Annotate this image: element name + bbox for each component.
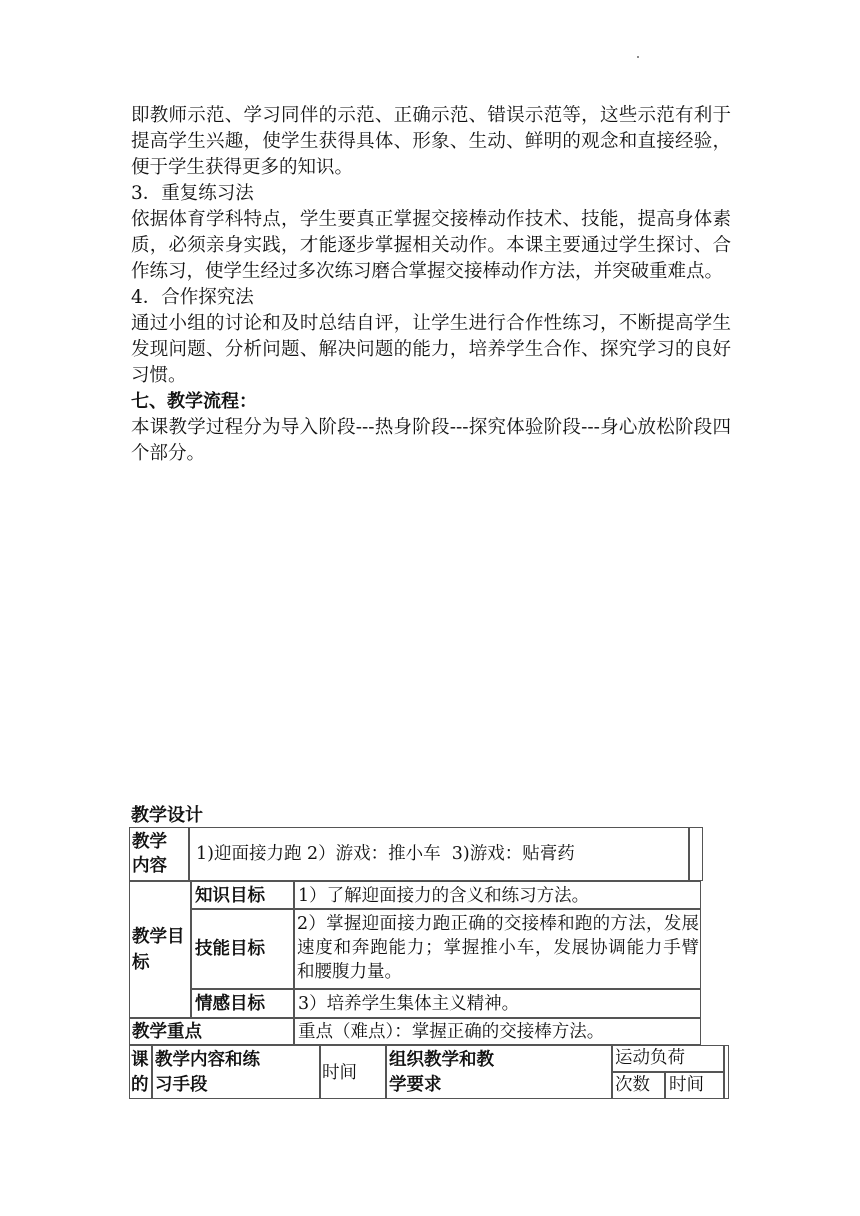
heading-cooperative-inquiry: 4．合作探究法 (131, 287, 254, 308)
content-value-cell (189, 827, 689, 881)
col-load-label: 运动负荷 (615, 1048, 685, 1068)
col-ke-label: 课的 (131, 1050, 149, 1095)
heading-teaching-process: 七、教学流程： (131, 391, 257, 412)
knowledge-value: 1）了解迎面接力的含义和练习方法。 (298, 886, 590, 906)
col-edge-cell (724, 1045, 729, 1099)
emotion-value-cell (294, 989, 701, 1018)
content-label-cell (129, 827, 189, 881)
focus-label-cell (129, 1018, 294, 1045)
col-org-cell (386, 1045, 612, 1099)
skill-label: 技能目标 (195, 939, 265, 959)
goals-label-cell (129, 881, 191, 1018)
col-time2-cell (665, 1072, 724, 1099)
col-content-cell (152, 1045, 320, 1099)
knowledge-label-cell (191, 881, 294, 909)
col-time2-label: 时间 (669, 1075, 704, 1095)
emotion-value: 3）培养学生集体主义精神。 (298, 994, 520, 1014)
focus-value: 重点（难点）：掌握正确的交接棒方法。 (298, 1022, 605, 1042)
paragraph-cooperative-inquiry: 通过小组的讨论和及时总结自评，让学生进行合作性练习，不断提高学生发现问题、分析问题、解决问题的能力，培养学生合作、探究学习的良好习惯。 (131, 313, 731, 386)
col-org-label: 组织教学和教学要求 (389, 1050, 494, 1095)
paragraph-repeat-practice: 依据体育学科特点，学生要真正掌握交接棒动作技术、技能，提高身体素质，必须亲身实践，才能逐步掌握相关动作。本课主要通过学生探讨、合作练习，使学生经过多次练习磨合掌握交接棒动作方法，并突破重难点。 (131, 209, 731, 282)
goals-label: 教学目标 (132, 927, 185, 973)
col-count-label: 次数 (615, 1075, 650, 1095)
col-count-cell (612, 1072, 665, 1099)
col-ke-cell (129, 1045, 152, 1099)
focus-value-cell (294, 1018, 701, 1045)
col-time-cell (320, 1045, 386, 1099)
skill-value: 2）掌握迎面接力跑正确的交接棒和跑的方法，发展速度和奔跑能力；掌握推小车，发展协调能力手臂和腰腹力量。 (297, 914, 699, 982)
body-text (131, 103, 731, 467)
heading-repeat-practice: 3．重复练习法 (131, 183, 254, 204)
emotion-label: 情感目标 (195, 994, 265, 1014)
knowledge-value-cell (294, 881, 701, 909)
content-empty-cell (689, 827, 703, 881)
content-value: 1)迎面接力跑 2）游戏：推小车 3)游戏：贴膏药 (196, 844, 575, 864)
content-label: 教学内容 (132, 832, 167, 876)
emotion-label-cell (191, 989, 294, 1018)
design-title: 教学设计 (131, 805, 203, 826)
col-content-label: 教学内容和练习手段 (155, 1050, 260, 1095)
focus-label: 教学重点 (132, 1022, 202, 1042)
col-load-cell (612, 1045, 724, 1072)
paragraph-teaching-process: 本课教学过程分为导入阶段---热身阶段---探究体验阶段---身心放松阶段四个部分。 (131, 417, 731, 464)
knowledge-label: 知识目标 (195, 886, 265, 906)
page-dot (637, 56, 639, 58)
skill-label-cell (191, 909, 294, 989)
paragraph-demonstration: 即教师示范、学习同伴的示范、正确示范、错误示范等，这些示范有利于提高学生兴趣，使学生获得具体、形象、生动、鲜明的观念和直接经验，便于学生获得更多的知识。 (131, 105, 731, 178)
col-time-label: 时间 (322, 1063, 357, 1083)
skill-value-cell (294, 909, 701, 989)
